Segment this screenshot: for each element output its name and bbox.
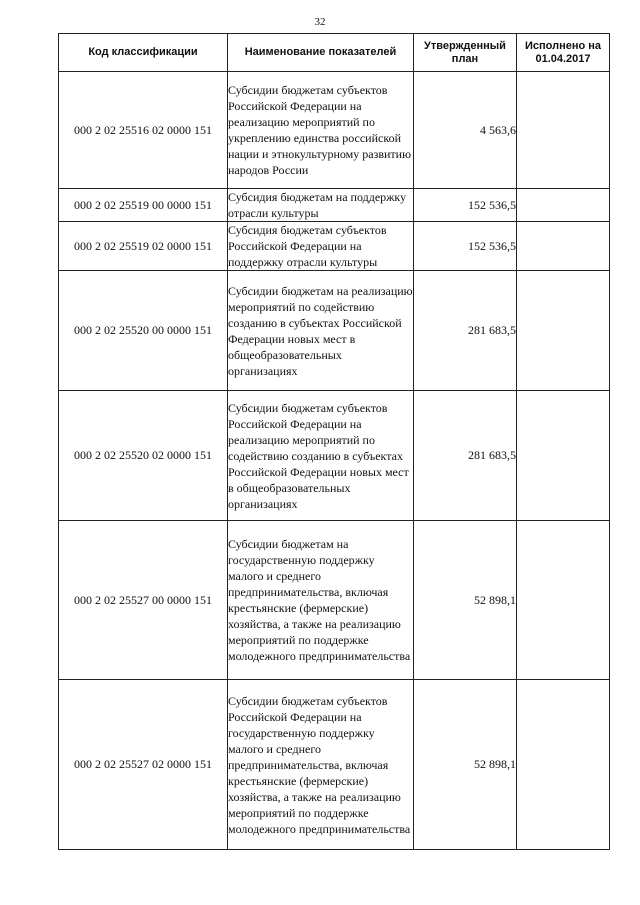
row-name: Субсидии бюджетам субъектов Российской Федерации на реализацию мероприятий по укреплению единства российской нации и этнокультурному развитию народов России [228, 72, 414, 189]
row-plan: 4 563,6 [414, 72, 517, 189]
row-name: Субсидии бюджетам субъектов Российской Федерации на государственную поддержку малого и среднего предпринимательства, включая крестьянские (фермерские) хозяйства, а также на реализацию мероприятий по поддержке молодежного предпринимательства [228, 680, 414, 850]
row-code: 000 2 02 25519 00 0000 151 [59, 189, 228, 222]
row-code: 000 2 02 25527 00 0000 151 [59, 521, 228, 680]
row-code: 000 2 02 25516 02 0000 151 [59, 72, 228, 189]
row-code: 000 2 02 25519 02 0000 151 [59, 222, 228, 271]
row-name: Субсидии бюджетам субъектов Российской Федерации на реализацию мероприятий по содействию созданию в субъектах Российской Федерации новых мест в общеобразовательных организациях [228, 391, 414, 521]
header-name: Наименование показателей [228, 34, 414, 72]
row-plan: 52 898,1 [414, 521, 517, 680]
header-executed: Исполнено на 01.04.2017 [517, 34, 610, 72]
row-executed [517, 521, 610, 680]
table-header [59, 34, 610, 72]
row-executed [517, 189, 610, 222]
row-code: 000 2 02 25520 02 0000 151 [59, 391, 228, 521]
row-plan: 152 536,5 [414, 222, 517, 271]
budget-table [58, 33, 610, 850]
row-code: 000 2 02 25527 02 0000 151 [59, 680, 228, 850]
row-plan: 52 898,1 [414, 680, 517, 850]
row-executed [517, 680, 610, 850]
row-name: Субсидия бюджетам на поддержку отрасли культуры [228, 189, 414, 222]
row-code: 000 2 02 25520 00 0000 151 [59, 271, 228, 391]
table-row [59, 521, 610, 680]
table-row [59, 222, 610, 271]
row-name: Субсидии бюджетам на государственную поддержку малого и среднего предпринимательства, включая крестьянские (фермерские) хозяйства, а также на реализацию мероприятий по поддержке молодежного предпринимательства [228, 521, 414, 680]
page-number: 32 [314, 16, 326, 28]
table-row [59, 72, 610, 189]
header-code: Код классификации [59, 34, 228, 72]
row-plan: 152 536,5 [414, 189, 517, 222]
row-name: Субсидии бюджетам на реализацию мероприятий по содействию созданию в субъектах Российской Федерации новых мест в общеобразовательных организациях [228, 271, 414, 391]
table-row [59, 680, 610, 850]
row-executed [517, 391, 610, 521]
row-executed [517, 271, 610, 391]
row-name: Субсидия бюджетам субъектов Российской Федерации на поддержку отрасли культуры [228, 222, 414, 271]
row-executed [517, 222, 610, 271]
row-plan: 281 683,5 [414, 271, 517, 391]
table-row [59, 271, 610, 391]
table-row [59, 391, 610, 521]
row-executed [517, 72, 610, 189]
table-row [59, 189, 610, 222]
row-plan: 281 683,5 [414, 391, 517, 521]
header-plan: Утвержденный план [414, 34, 517, 72]
